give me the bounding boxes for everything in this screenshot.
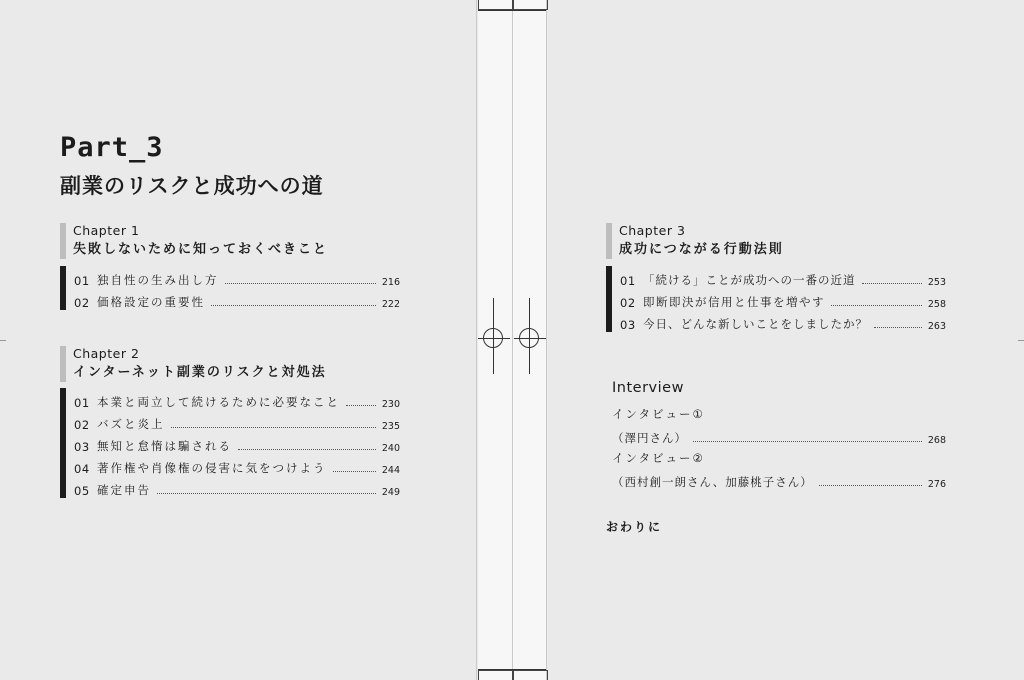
entry-page: 263	[927, 321, 946, 332]
entry-page: 240	[381, 443, 400, 454]
crop-line	[478, 669, 546, 670]
chapter-name: 成功につながる行動法則	[619, 242, 784, 257]
chapter-number: Chapter 2	[73, 346, 140, 361]
entry-page: 230	[381, 399, 400, 410]
entry-page: 253	[927, 277, 946, 288]
chapter-3-entries	[606, 266, 946, 332]
entry-title: 確定申告	[97, 483, 151, 497]
toc-entry[interactable]	[74, 454, 400, 476]
interview-title: インタビュー①	[612, 407, 705, 421]
entry-page: 222	[381, 299, 400, 310]
toc-entry[interactable]	[74, 432, 400, 454]
chapter-2-entries	[60, 388, 400, 498]
entry-number: 04	[74, 462, 90, 476]
dot-leader	[171, 427, 377, 428]
toc-entry[interactable]	[74, 266, 400, 288]
entry-page: 216	[381, 277, 400, 288]
entry-number: 01	[74, 396, 90, 410]
entry-page: 276	[927, 479, 946, 490]
entry-title: 著作権や肖像権の侵害に気をつけよう	[97, 461, 327, 475]
registration-circle	[519, 328, 539, 348]
chapter-name: 失敗しないために知っておくべきこと	[73, 242, 329, 257]
chapter-3-heading	[606, 222, 784, 260]
crop-line	[546, 0, 547, 680]
entries-bar	[606, 266, 612, 332]
entry-number: 02	[74, 296, 90, 310]
entry-page: 235	[381, 421, 400, 432]
chapter-1-heading	[60, 222, 328, 260]
entry-number: 02	[620, 296, 636, 310]
dot-leader	[225, 283, 377, 284]
crop-line	[478, 10, 546, 11]
entry-number: 02	[74, 418, 90, 432]
dot-leader	[157, 493, 376, 494]
dot-leader	[211, 305, 376, 306]
chapter-1-entries	[60, 266, 400, 310]
chapter-2-heading	[60, 345, 327, 383]
entry-page: 268	[927, 435, 946, 446]
entry-number: 01	[74, 274, 90, 288]
dot-leader	[238, 449, 376, 450]
entry-title: 無知と怠惰は騙される	[97, 439, 232, 453]
entry-number: 03	[620, 318, 636, 332]
toc-entry[interactable]	[620, 266, 946, 288]
entry-page: 244	[381, 465, 400, 476]
entry-number: 03	[74, 440, 90, 454]
entry-page: 258	[927, 299, 946, 310]
interview-heading: Interview	[612, 380, 684, 396]
toc-entry[interactable]	[620, 288, 946, 310]
crop-mark	[512, 670, 548, 680]
chapter-name: インターネット副業のリスクと対処法	[73, 365, 327, 380]
dot-leader	[831, 305, 922, 306]
toc-entry[interactable]	[74, 410, 400, 432]
interview-entry[interactable]	[612, 448, 946, 490]
entry-title: 独自性の生み出し方	[97, 273, 219, 287]
interview-guest: （澤円さん）	[612, 431, 687, 445]
entries-bar	[60, 388, 66, 498]
entry-title: 「続ける」ことが成功への一番の近道	[643, 273, 856, 287]
crop-mark	[512, 0, 548, 10]
left-page	[0, 0, 478, 680]
dot-leader	[693, 441, 922, 442]
dot-leader	[862, 283, 923, 284]
entry-title: 今日、どんな新しいことをしましたか？	[643, 317, 868, 331]
edge-tick	[0, 340, 6, 341]
dot-leader	[819, 485, 922, 486]
toc-entry[interactable]	[74, 476, 400, 498]
crop-line	[476, 0, 477, 680]
spine-line	[512, 0, 513, 680]
entry-title: 即断即決が信用と仕事を増やす	[643, 295, 825, 309]
chapter-number: Chapter 1	[73, 223, 140, 238]
interview-title: インタビュー②	[612, 451, 705, 465]
crop-mark	[478, 0, 514, 10]
toc-entry[interactable]	[74, 388, 400, 410]
edge-tick	[1018, 340, 1024, 341]
interview-entry[interactable]	[612, 404, 946, 446]
part-subtitle: 副業のリスクと成功への道	[60, 174, 324, 198]
registration-circle	[483, 328, 503, 348]
dot-leader	[333, 471, 377, 472]
closing-heading[interactable]: おわりに	[606, 520, 663, 534]
chapter-number: Chapter 3	[619, 223, 686, 238]
entries-bar	[60, 266, 66, 310]
entry-title: 本業と両立して続けるために必要なこと	[97, 395, 340, 409]
entry-number: 01	[620, 274, 636, 288]
part-title: Part_3	[60, 132, 164, 163]
dot-leader	[874, 327, 922, 328]
entry-title: バズと炎上	[97, 417, 165, 431]
toc-entry[interactable]	[620, 310, 946, 332]
right-page	[546, 0, 1024, 680]
crop-mark	[478, 670, 514, 680]
entry-number: 05	[74, 484, 90, 498]
entry-title: 価格設定の重要性	[97, 295, 205, 309]
dot-leader	[346, 405, 376, 406]
entry-page: 249	[381, 487, 400, 498]
toc-entry[interactable]	[74, 288, 400, 310]
interview-guest: （西村創一朗さん、加藤桃子さん）	[612, 475, 813, 489]
